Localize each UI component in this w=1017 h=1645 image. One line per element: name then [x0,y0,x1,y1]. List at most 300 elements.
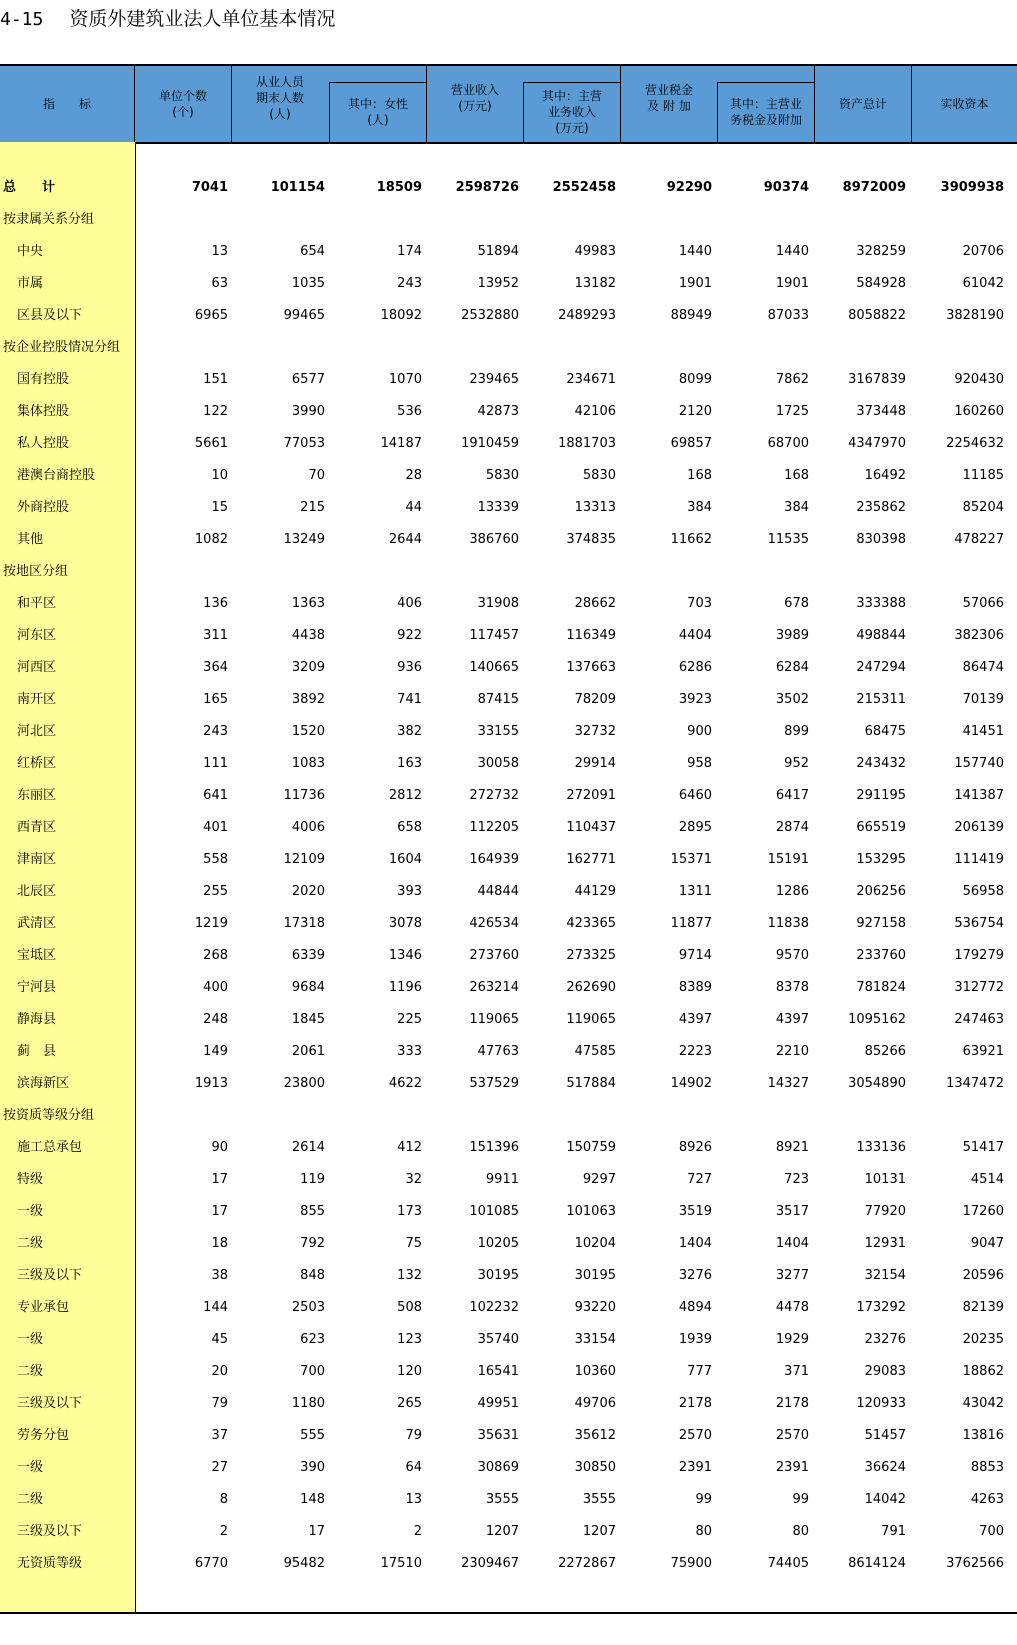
cell-main-revenue: 374835 [566,532,616,547]
cell-main-tax: 2178 [775,1396,809,1411]
cell-assets: 3054890 [848,1076,906,1091]
cell-assets: 14042 [864,1492,906,1507]
cell-capital: 41451 [962,724,1004,739]
cell-female: 658 [397,820,422,835]
table-row [0,332,1017,364]
cell-main-revenue: 272091 [566,788,616,803]
cell-revenue: 1910459 [461,436,519,451]
cell-tax: 2120 [678,404,712,419]
cell-female: 1604 [388,852,422,867]
table-bottom-rule [0,1612,1017,1614]
cell-revenue: 13339 [477,500,519,515]
cell-units: 364 [203,660,228,675]
cell-capital: 247463 [954,1012,1004,1027]
row-label: 宝坻区 [17,948,57,963]
cell-female: 225 [397,1012,422,1027]
cell-main-tax: 99 [792,1492,809,1507]
cell-capital: 17260 [962,1204,1004,1219]
cell-employees: 390 [300,1460,325,1475]
cell-units: 136 [203,596,228,611]
cell-assets: 29083 [864,1364,906,1379]
table-row [0,972,1017,1004]
cell-main-revenue: 30850 [574,1460,616,1475]
cell-main-revenue: 2272867 [558,1556,616,1571]
cell-assets: 8972009 [842,180,906,195]
cell-revenue: 49951 [477,1396,519,1411]
cell-units: 18 [211,1236,228,1251]
cell-main-tax: 6417 [775,788,809,803]
table-row [0,1100,1017,1132]
cell-tax: 4404 [678,628,712,643]
cell-capital: 382306 [954,628,1004,643]
cell-employees: 623 [300,1332,325,1347]
cell-revenue: 101085 [469,1204,519,1219]
cell-units: 8 [219,1492,228,1507]
row-label: 市属 [17,276,44,291]
cell-capital: 3762566 [946,1556,1004,1571]
cell-female: 17510 [380,1556,422,1571]
cell-tax: 1440 [678,244,712,259]
cell-units: 15 [211,500,228,515]
cell-revenue: 47763 [477,1044,519,1059]
cell-main-tax: 9570 [775,948,809,963]
cell-assets: 584928 [856,276,906,291]
cell-units: 1219 [194,916,228,931]
cell-female: 741 [397,692,422,707]
cell-employees: 654 [300,244,325,259]
cell-main-tax: 371 [784,1364,809,1379]
cell-female: 382 [397,724,422,739]
cell-main-revenue: 49706 [574,1396,616,1411]
table-row [0,396,1017,428]
cell-tax: 88949 [670,308,712,323]
table-row [0,908,1017,940]
cell-assets: 206256 [856,884,906,899]
cell-main-tax: 14327 [767,1076,809,1091]
cell-units: 90 [211,1140,228,1155]
cell-employees: 95482 [283,1556,325,1571]
cell-capital: 57066 [962,596,1004,611]
cell-assets: 830398 [856,532,906,547]
cell-revenue: 10205 [477,1236,519,1251]
row-label: 区县及以下 [17,308,83,323]
cell-main-tax: 6284 [775,660,809,675]
table-row [0,1356,1017,1388]
table-number: 4-15 [0,9,44,30]
cell-units: 111 [203,756,228,771]
cell-capital: 920430 [954,372,1004,387]
cell-employees: 3892 [291,692,325,707]
cell-assets: 498844 [856,628,906,643]
cell-units: 641 [203,788,228,803]
cell-main-revenue: 119065 [566,1012,616,1027]
row-label: 和平区 [17,596,57,611]
cell-capital: 206139 [954,820,1004,835]
cell-assets: 927158 [856,916,906,931]
row-label: 一级 [17,1204,44,1219]
cell-female: 32 [405,1172,422,1187]
cell-main-tax: 2391 [775,1460,809,1475]
cell-units: 248 [203,1012,228,1027]
cell-units: 13 [211,244,228,259]
cell-employees: 23800 [283,1076,325,1091]
cell-revenue: 140665 [469,660,519,675]
cell-capital: 61042 [962,276,1004,291]
table-row [0,300,1017,332]
cell-main-revenue: 150759 [566,1140,616,1155]
cell-main-tax: 90374 [763,180,809,195]
cell-capital: 2254632 [946,436,1004,451]
cell-capital: 13816 [962,1428,1004,1443]
cell-assets: 373448 [856,404,906,419]
cell-employees: 1520 [291,724,325,739]
row-label: 中央 [17,244,44,259]
row-label: 三级及以下 [17,1524,83,1539]
cell-assets: 781824 [856,980,906,995]
table-row [0,1484,1017,1516]
cell-employees: 17 [308,1524,325,1539]
cell-main-revenue: 2489293 [558,308,616,323]
cell-female: 163 [397,756,422,771]
cell-main-tax: 168 [784,468,809,483]
cell-capital: 51417 [962,1140,1004,1155]
cell-revenue: 119065 [469,1012,519,1027]
cell-capital: 700 [979,1524,1004,1539]
table-row [0,940,1017,972]
cell-revenue: 426534 [469,916,519,931]
cell-main-tax: 11535 [767,532,809,547]
cell-tax: 3276 [678,1268,712,1283]
cell-main-revenue: 234671 [566,372,616,387]
cell-assets: 8058822 [848,308,906,323]
cell-assets: 233760 [856,948,906,963]
cell-main-revenue: 1881703 [558,436,616,451]
cell-units: 17 [211,1172,228,1187]
cell-revenue: 30058 [477,756,519,771]
cell-female: 2644 [388,532,422,547]
row-label: 河西区 [17,660,57,675]
cell-capital: 179279 [954,948,1004,963]
cell-female: 14187 [380,436,422,451]
cell-female: 412 [397,1140,422,1155]
header-main-tax: 其中：主营业 务税金及附加 [729,97,802,127]
cell-main-revenue: 28662 [574,596,616,611]
cell-main-tax: 8378 [775,980,809,995]
table-row [0,492,1017,524]
cell-female: 13 [405,1492,422,1507]
cell-units: 27 [211,1460,228,1475]
cell-tax: 3923 [678,692,712,707]
cell-capital: 3909938 [940,180,1004,195]
cell-tax: 2895 [678,820,712,835]
cell-assets: 665519 [856,820,906,835]
cell-main-revenue: 30195 [574,1268,616,1283]
cell-capital: 56958 [962,884,1004,899]
cell-tax: 14902 [670,1076,712,1091]
table-row [0,1452,1017,1484]
cell-units: 37 [211,1428,228,1443]
cell-main-revenue: 423365 [566,916,616,931]
cell-tax: 703 [687,596,712,611]
cell-employees: 148 [300,1492,325,1507]
cell-assets: 153295 [856,852,906,867]
cell-employees: 3209 [291,660,325,675]
cell-units: 45 [211,1332,228,1347]
cell-main-revenue: 110437 [566,820,616,835]
cell-employees: 11736 [283,788,325,803]
row-label: 津南区 [17,852,57,867]
cell-female: 2812 [388,788,422,803]
cell-assets: 133136 [856,1140,906,1155]
cell-tax: 900 [687,724,712,739]
cell-employees: 119 [300,1172,325,1187]
cell-assets: 215311 [856,692,906,707]
cell-capital: 536754 [954,916,1004,931]
cell-tax: 11877 [670,916,712,931]
cell-capital: 63921 [962,1044,1004,1059]
table-row [0,364,1017,396]
cell-revenue: 102232 [469,1300,519,1315]
cell-tax: 2570 [678,1428,712,1443]
cell-main-tax: 1286 [775,884,809,899]
cell-units: 6770 [194,1556,228,1571]
row-label: 武清区 [17,916,57,931]
cell-assets: 16492 [864,468,906,483]
row-label: 二级 [17,1364,44,1379]
cell-employees: 12109 [283,852,325,867]
table-row [0,268,1017,300]
cell-capital: 18862 [962,1364,1004,1379]
cell-tax: 777 [687,1364,712,1379]
cell-main-tax: 3517 [775,1204,809,1219]
cell-revenue: 30869 [477,1460,519,1475]
cell-main-tax: 2210 [775,1044,809,1059]
cell-assets: 77920 [864,1204,906,1219]
cell-main-tax: 678 [784,596,809,611]
table-row [0,1292,1017,1324]
row-label: 特级 [17,1172,44,1187]
cell-units: 255 [203,884,228,899]
cell-employees: 1035 [291,276,325,291]
cell-tax: 168 [687,468,712,483]
row-label: 三级及以下 [17,1268,83,1283]
cell-employees: 2061 [291,1044,325,1059]
cell-employees: 700 [300,1364,325,1379]
cell-employees: 855 [300,1204,325,1219]
cell-assets: 51457 [864,1428,906,1443]
table-row [0,588,1017,620]
cell-units: 400 [203,980,228,995]
cell-female: 2 [413,1524,422,1539]
table-row [0,428,1017,460]
cell-tax: 1901 [678,276,712,291]
row-label: 东丽区 [17,788,57,803]
table-row [0,716,1017,748]
row-label: 二级 [17,1236,44,1251]
cell-tax: 4397 [678,1012,712,1027]
cell-tax: 15371 [670,852,712,867]
cell-capital: 157740 [954,756,1004,771]
cell-units: 79 [211,1396,228,1411]
cell-female: 265 [397,1396,422,1411]
row-label: 无资质等级 [17,1556,83,1571]
row-label: 西青区 [17,820,57,835]
cell-revenue: 5830 [485,468,519,483]
row-label: 蓟 县 [17,1044,57,1059]
cell-main-revenue: 5830 [582,468,616,483]
cell-assets: 173292 [856,1300,906,1315]
cell-capital: 20235 [962,1332,1004,1347]
cell-main-tax: 1440 [775,244,809,259]
table-row [0,1260,1017,1292]
cell-assets: 328259 [856,244,906,259]
cell-capital: 86474 [962,660,1004,675]
cell-female: 173 [397,1204,422,1219]
cell-tax: 8389 [678,980,712,995]
cell-employees: 1180 [291,1396,325,1411]
table-row [0,1324,1017,1356]
cell-female: 18092 [380,308,422,323]
cell-tax: 1311 [678,884,712,899]
cell-revenue: 2532880 [461,308,519,323]
header-capital: 实收资本 [940,97,989,111]
header-female: 其中：女性 (人) [347,97,408,127]
cell-female: 44 [405,500,422,515]
cell-female: 536 [397,404,422,419]
cell-assets: 247294 [856,660,906,675]
row-label: 集体控股 [17,404,70,419]
cell-main-revenue: 9297 [582,1172,616,1187]
table-row [0,684,1017,716]
cell-units: 122 [203,404,228,419]
cell-female: 922 [397,628,422,643]
row-label: 二级 [17,1492,44,1507]
cell-main-tax: 15191 [767,852,809,867]
cell-units: 165 [203,692,228,707]
table-row [0,748,1017,780]
page-title [0,4,335,34]
table-row [0,1388,1017,1420]
cell-main-revenue: 10360 [574,1364,616,1379]
header-revenue: 营业收入 (万元) [450,83,499,113]
cell-main-revenue: 137663 [566,660,616,675]
cell-main-revenue: 101063 [566,1204,616,1219]
cell-female: 333 [397,1044,422,1059]
cell-female: 1196 [388,980,422,995]
cell-main-tax: 68700 [767,436,809,451]
cell-revenue: 9911 [485,1172,519,1187]
cell-employees: 99465 [283,308,325,323]
table-row [0,812,1017,844]
cell-capital: 1347472 [946,1076,1004,1091]
cell-main-revenue: 13313 [574,500,616,515]
cell-capital: 8853 [970,1460,1004,1475]
cell-revenue: 42873 [477,404,519,419]
row-label: 港澳台商控股 [17,468,96,483]
cell-capital: 4514 [970,1172,1004,1187]
table-row [0,780,1017,812]
cell-units: 63 [211,276,228,291]
row-label: 国有控股 [17,372,70,387]
cell-revenue: 239465 [469,372,519,387]
cell-units: 401 [203,820,228,835]
cell-female: 28 [405,468,422,483]
header-tax: 营业税金 及 附 加 [644,83,693,113]
cell-revenue: 33155 [477,724,519,739]
cell-tax: 99 [695,1492,712,1507]
cell-revenue: 16541 [477,1364,519,1379]
cell-revenue: 112205 [469,820,519,835]
cell-female: 936 [397,660,422,675]
cell-revenue: 2598726 [455,180,519,195]
cell-main-tax: 4397 [775,1012,809,1027]
table-row [0,620,1017,652]
cell-female: 243 [397,276,422,291]
cell-female: 64 [405,1460,422,1475]
cell-assets: 36624 [864,1460,906,1475]
cell-employees: 792 [300,1236,325,1251]
cell-female: 75 [405,1236,422,1251]
cell-units: 10 [211,468,228,483]
cell-main-tax: 1725 [775,404,809,419]
table-row [0,556,1017,588]
cell-units: 311 [203,628,228,643]
cell-capital: 478227 [954,532,1004,547]
row-label: 施工总承包 [17,1140,83,1155]
cell-tax: 6460 [678,788,712,803]
cell-assets: 791 [881,1524,906,1539]
cell-female: 3078 [388,916,422,931]
cell-female: 132 [397,1268,422,1283]
cell-employees: 70 [308,468,325,483]
cell-tax: 2178 [678,1396,712,1411]
cell-revenue: 35740 [477,1332,519,1347]
row-label: 私人控股 [17,436,70,451]
cell-assets: 85266 [864,1044,906,1059]
cell-capital: 82139 [962,1300,1004,1315]
cell-units: 144 [203,1300,228,1315]
cell-tax: 80 [695,1524,712,1539]
header-main-revenue: 其中：主营 业务收入 (万元) [541,89,602,135]
cell-assets: 12931 [864,1236,906,1251]
cell-main-revenue: 162771 [566,852,616,867]
cell-female: 123 [397,1332,422,1347]
cell-units: 268 [203,948,228,963]
row-label: 按资质等级分组 [3,1108,95,1123]
row-label: 专业承包 [17,1300,70,1315]
cell-employees: 1083 [291,756,325,771]
cell-tax: 8926 [678,1140,712,1155]
cell-employees: 4006 [291,820,325,835]
cell-revenue: 386760 [469,532,519,547]
table-title: 资质外建筑业法人单位基本情况 [69,8,336,30]
table-row [0,236,1017,268]
cell-tax: 4894 [678,1300,712,1315]
cell-revenue: 164939 [469,852,519,867]
cell-revenue: 30195 [477,1268,519,1283]
cell-capital: 9047 [970,1236,1004,1251]
cell-revenue: 3555 [485,1492,519,1507]
cell-main-revenue: 93220 [574,1300,616,1315]
cell-main-tax: 384 [784,500,809,515]
table-row [0,1164,1017,1196]
cell-revenue: 31908 [477,596,519,611]
table-row [0,876,1017,908]
cell-main-revenue: 78209 [574,692,616,707]
row-label: 外商控股 [17,500,70,515]
cell-tax: 8099 [678,372,712,387]
cell-main-revenue: 35612 [574,1428,616,1443]
